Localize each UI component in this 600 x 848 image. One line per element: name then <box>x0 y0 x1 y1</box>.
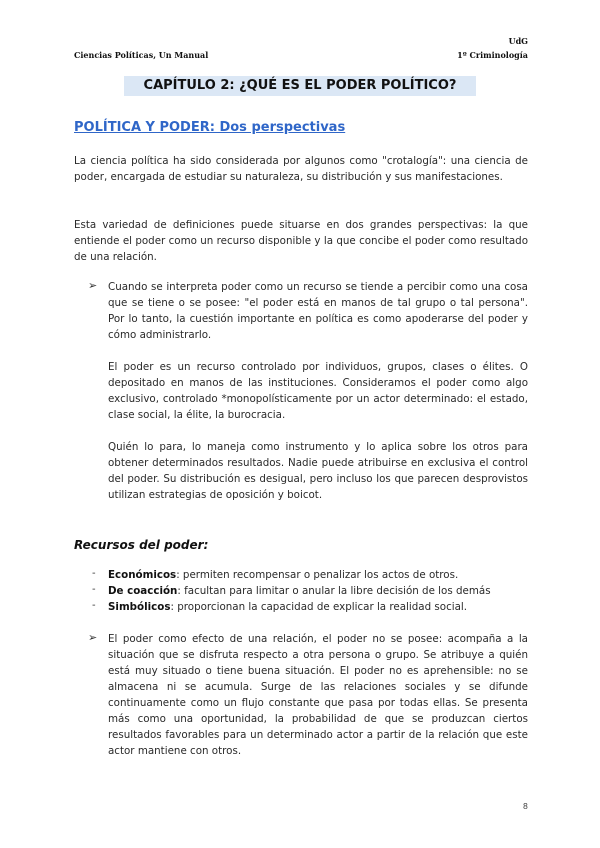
header-right-bottom: 1º Criminología <box>457 50 528 60</box>
list-item-economicos: Económicos: permiten recompensar o penalizar los actos de otros. <box>108 569 459 581</box>
bullet-recurso-intro: Cuando se interpreta poder como un recurso se tiende a percibir como una cosa que se tiene o se posee: "el poder está en manos de tal grupo o tal persona". Por lo tanto, la cuestión importante en política es como apoderarse del poder y cómo administrarlo. <box>108 281 528 341</box>
bullet-relacion: El poder como efecto de una relación, el poder no se posee: acompaña a la situación que se disfruta respecto a otra persona o grupo. Se atribuye a quién está muy situado o tiene buena situación. El poder no es aprehensible: no se almacena ni se acumula. Surge de las relaciones sociales y se difunde continuamente como un flujo constante que pasa por todas ellas. Se presenta más como una oportunidad, la probabilidad de que se produzcan ciertos resultados favorables para un determinado actor a partir de la relación que este actor mantiene con otros. <box>108 633 528 757</box>
dash-icon: - <box>92 584 96 595</box>
chapter-title: CAPÍTULO 2: ¿QUÉ ES EL PODER POLÍTICO? <box>124 76 476 96</box>
list-item-coaccion: De coacción: facultan para limitar o anular la libre decisión de los demás <box>108 585 491 597</box>
bullet-recurso-control: El poder es un recurso controlado por individuos, grupos, clases o élites. O depositado en manos de las instituciones. Consideramos el poder como algo exclusivo, controlado *monopolísticamente por un actor determinado: el estado, clase social, la élite, la burocracia. <box>108 361 528 421</box>
paragraph-crotalogia: La ciencia política ha sido considerada por algunos como "crotalogía": una ciencia de poder, encargada de estudiar su naturaleza, su distribución y sus manifestaciones. <box>74 155 528 183</box>
bullet-arrow-icon: ➢ <box>88 631 98 644</box>
section-subtitle: POLÍTICA Y PODER: Dos perspectivas <box>74 120 346 135</box>
dash-icon: - <box>92 600 96 611</box>
paragraph-perspectivas: Esta variedad de definiciones puede situarse en dos grandes perspectivas: la que entiende el poder como un recurso disponible y la que concibe el poder como resultado de una relación. <box>74 219 528 263</box>
dash-icon: - <box>92 568 96 579</box>
header-left: Ciencias Políticas, Un Manual <box>74 50 209 60</box>
header-right-top: UdG <box>508 36 528 46</box>
section-heading-recursos: Recursos del poder: <box>74 538 209 552</box>
bullet-arrow-icon: ➢ <box>88 279 98 292</box>
list-item-simbolicos: Simbólicos: proporcionan la capacidad de explicar la realidad social. <box>108 601 468 613</box>
page-number: 8 <box>522 802 528 811</box>
bullet-recurso-distribucion: Quién lo para, lo maneja como instrumento y lo aplica sobre los otros para obtener determinados resultados. Nadie puede atribuirse en exclusiva el control del poder. Su distribución es desigual, pero incluso los que parecen desprovistos utilizan estrategias de oposición y boicot. <box>108 441 528 501</box>
